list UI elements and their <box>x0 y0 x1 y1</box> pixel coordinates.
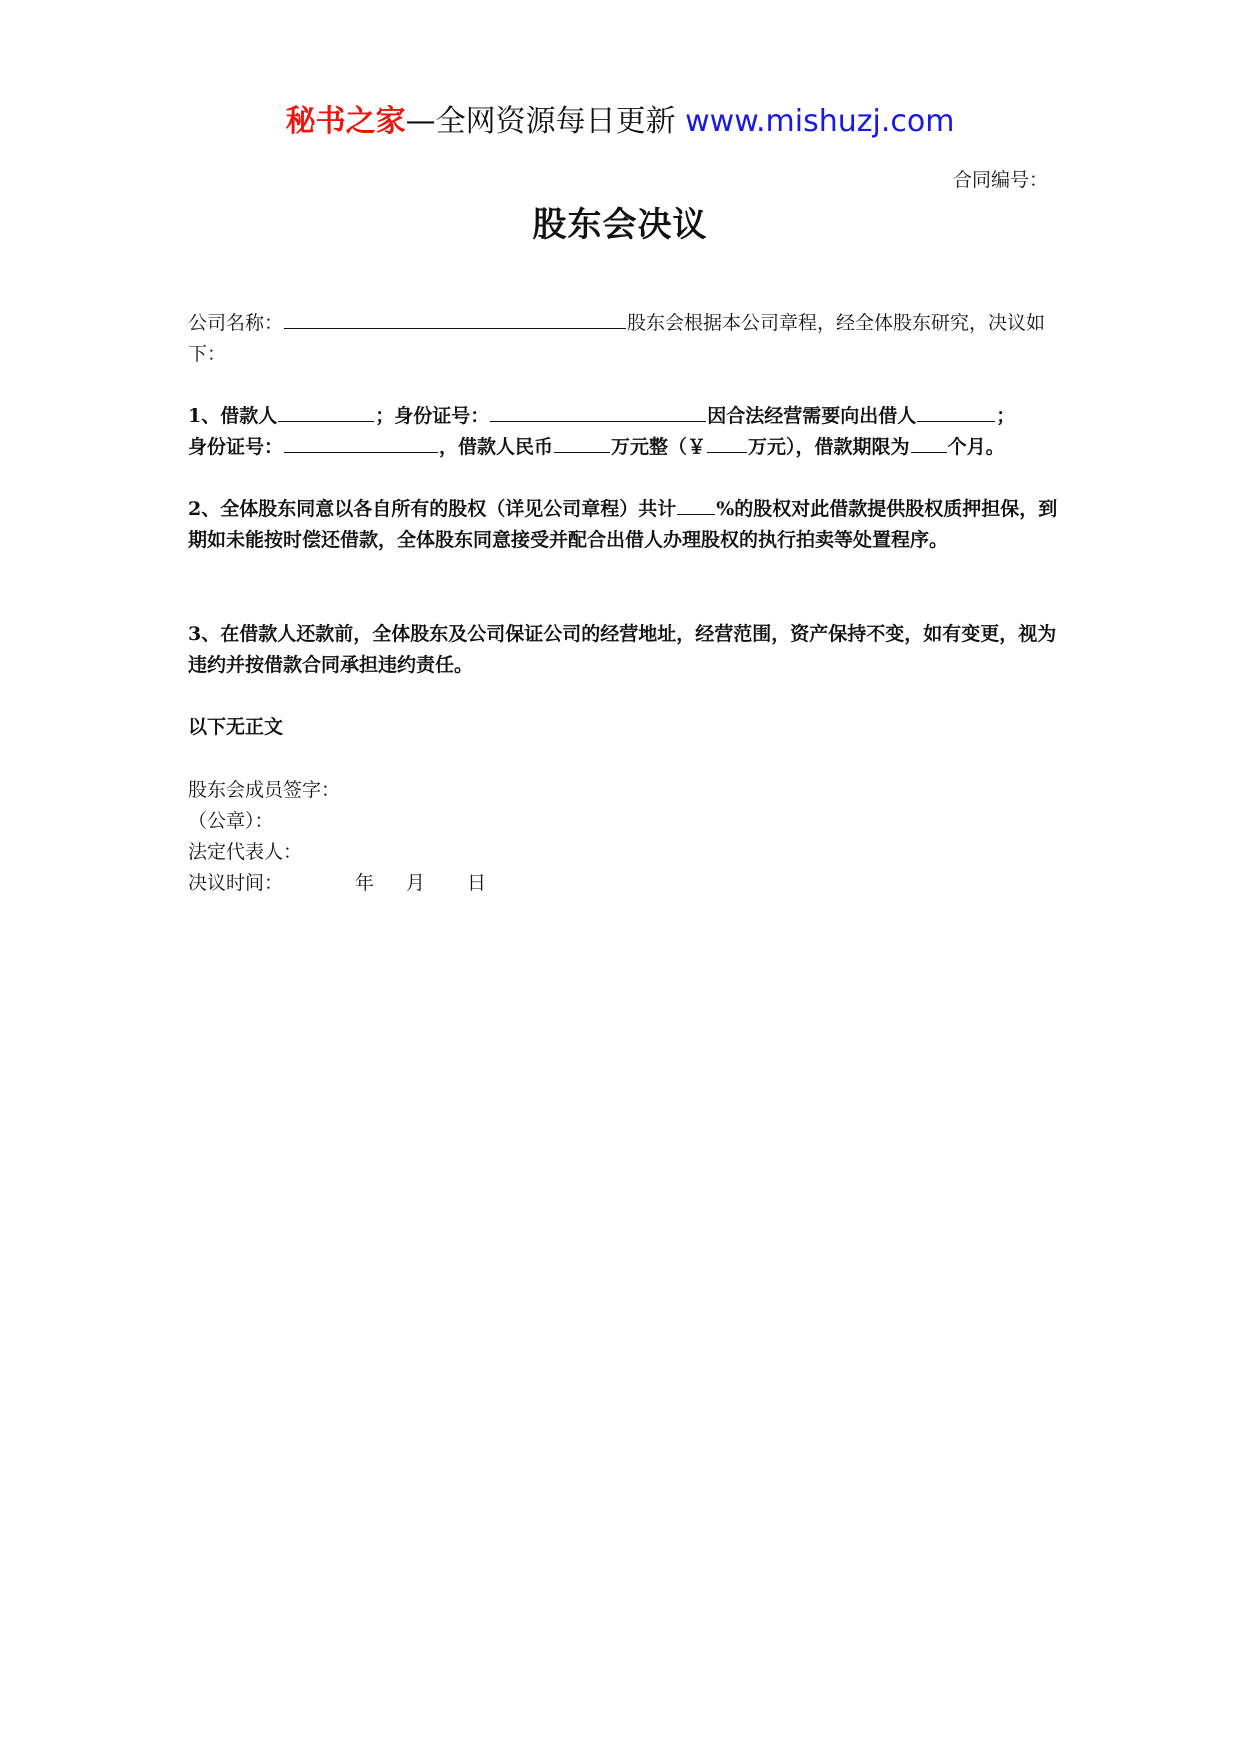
banner-brand: 秘书之家 <box>285 104 406 139</box>
clause1-sep: ； <box>996 405 1016 427</box>
lender-id-blank <box>284 432 438 453</box>
id-label: ；身份证号： <box>375 405 490 427</box>
wan-label: 万元整（￥ <box>611 436 707 458</box>
no-more-text: 以下无正文 <box>188 716 284 738</box>
clause-2 <box>188 494 1058 556</box>
id-label-2: 身份证号： <box>188 436 284 458</box>
banner-slogan: —全网资源每日更新 <box>405 104 676 139</box>
amount-numeric-blank <box>707 432 747 453</box>
clause2-part1: 2、全体股东同意以各自所有的股权（详见公司章程）共计 <box>188 498 677 520</box>
intro-text: 股东会根据本公司章程，经全体股东研究，决议如下： <box>188 312 1046 365</box>
clause2-part2: %的股权对此借款提供股权质押担保，到期如未能按时偿还借款，全体股东同意接受并配合出借人办理股权的执行拍卖等处置程序。 <box>188 498 1058 551</box>
date-year: 年 <box>355 872 375 894</box>
wan-close: 万元），借款期限为 <box>748 436 910 458</box>
borrower-label: 1、借款人 <box>188 405 278 427</box>
amount-blank <box>554 432 610 453</box>
company-name-blank <box>284 308 626 329</box>
contract-number-label: 合同编号： <box>952 169 1048 191</box>
clause-3: 3、在借款人还款前，全体股东及公司保证公司的经营地址，经营范围，资产保持不变，如有变更，视为违约并按借款合同承担违约责任。 <box>188 623 1057 676</box>
term-blank <box>911 432 947 453</box>
clause-1 <box>188 401 1058 463</box>
company-name-label: 公司名称： <box>188 312 284 334</box>
date-day: 日 <box>467 872 487 894</box>
month-label: 个月。 <box>947 436 1005 458</box>
legal-rep-label: 法定代表人： <box>188 841 303 863</box>
amount-label: ，借款人民币 <box>439 436 554 458</box>
resolution-date-label: 决议时间： <box>188 872 284 894</box>
lender-blank <box>917 401 995 422</box>
borrower-id-blank <box>490 401 706 422</box>
site-banner <box>0 100 1240 144</box>
date-month: 月 <box>406 872 426 894</box>
intro-paragraph <box>188 308 1058 370</box>
loan-reason: 因合法经营需要向出借人 <box>707 405 917 427</box>
document-title: 股东会决议 <box>532 205 708 245</box>
members-signature-label: 股东会成员签字： <box>188 779 341 801</box>
seal-label: （公章）： <box>188 810 274 832</box>
borrower-blank <box>278 401 374 422</box>
banner-url[interactable]: www.mishuzj.com <box>685 104 955 139</box>
resolution-date-line <box>188 868 486 899</box>
equity-percent-blank <box>677 494 715 515</box>
